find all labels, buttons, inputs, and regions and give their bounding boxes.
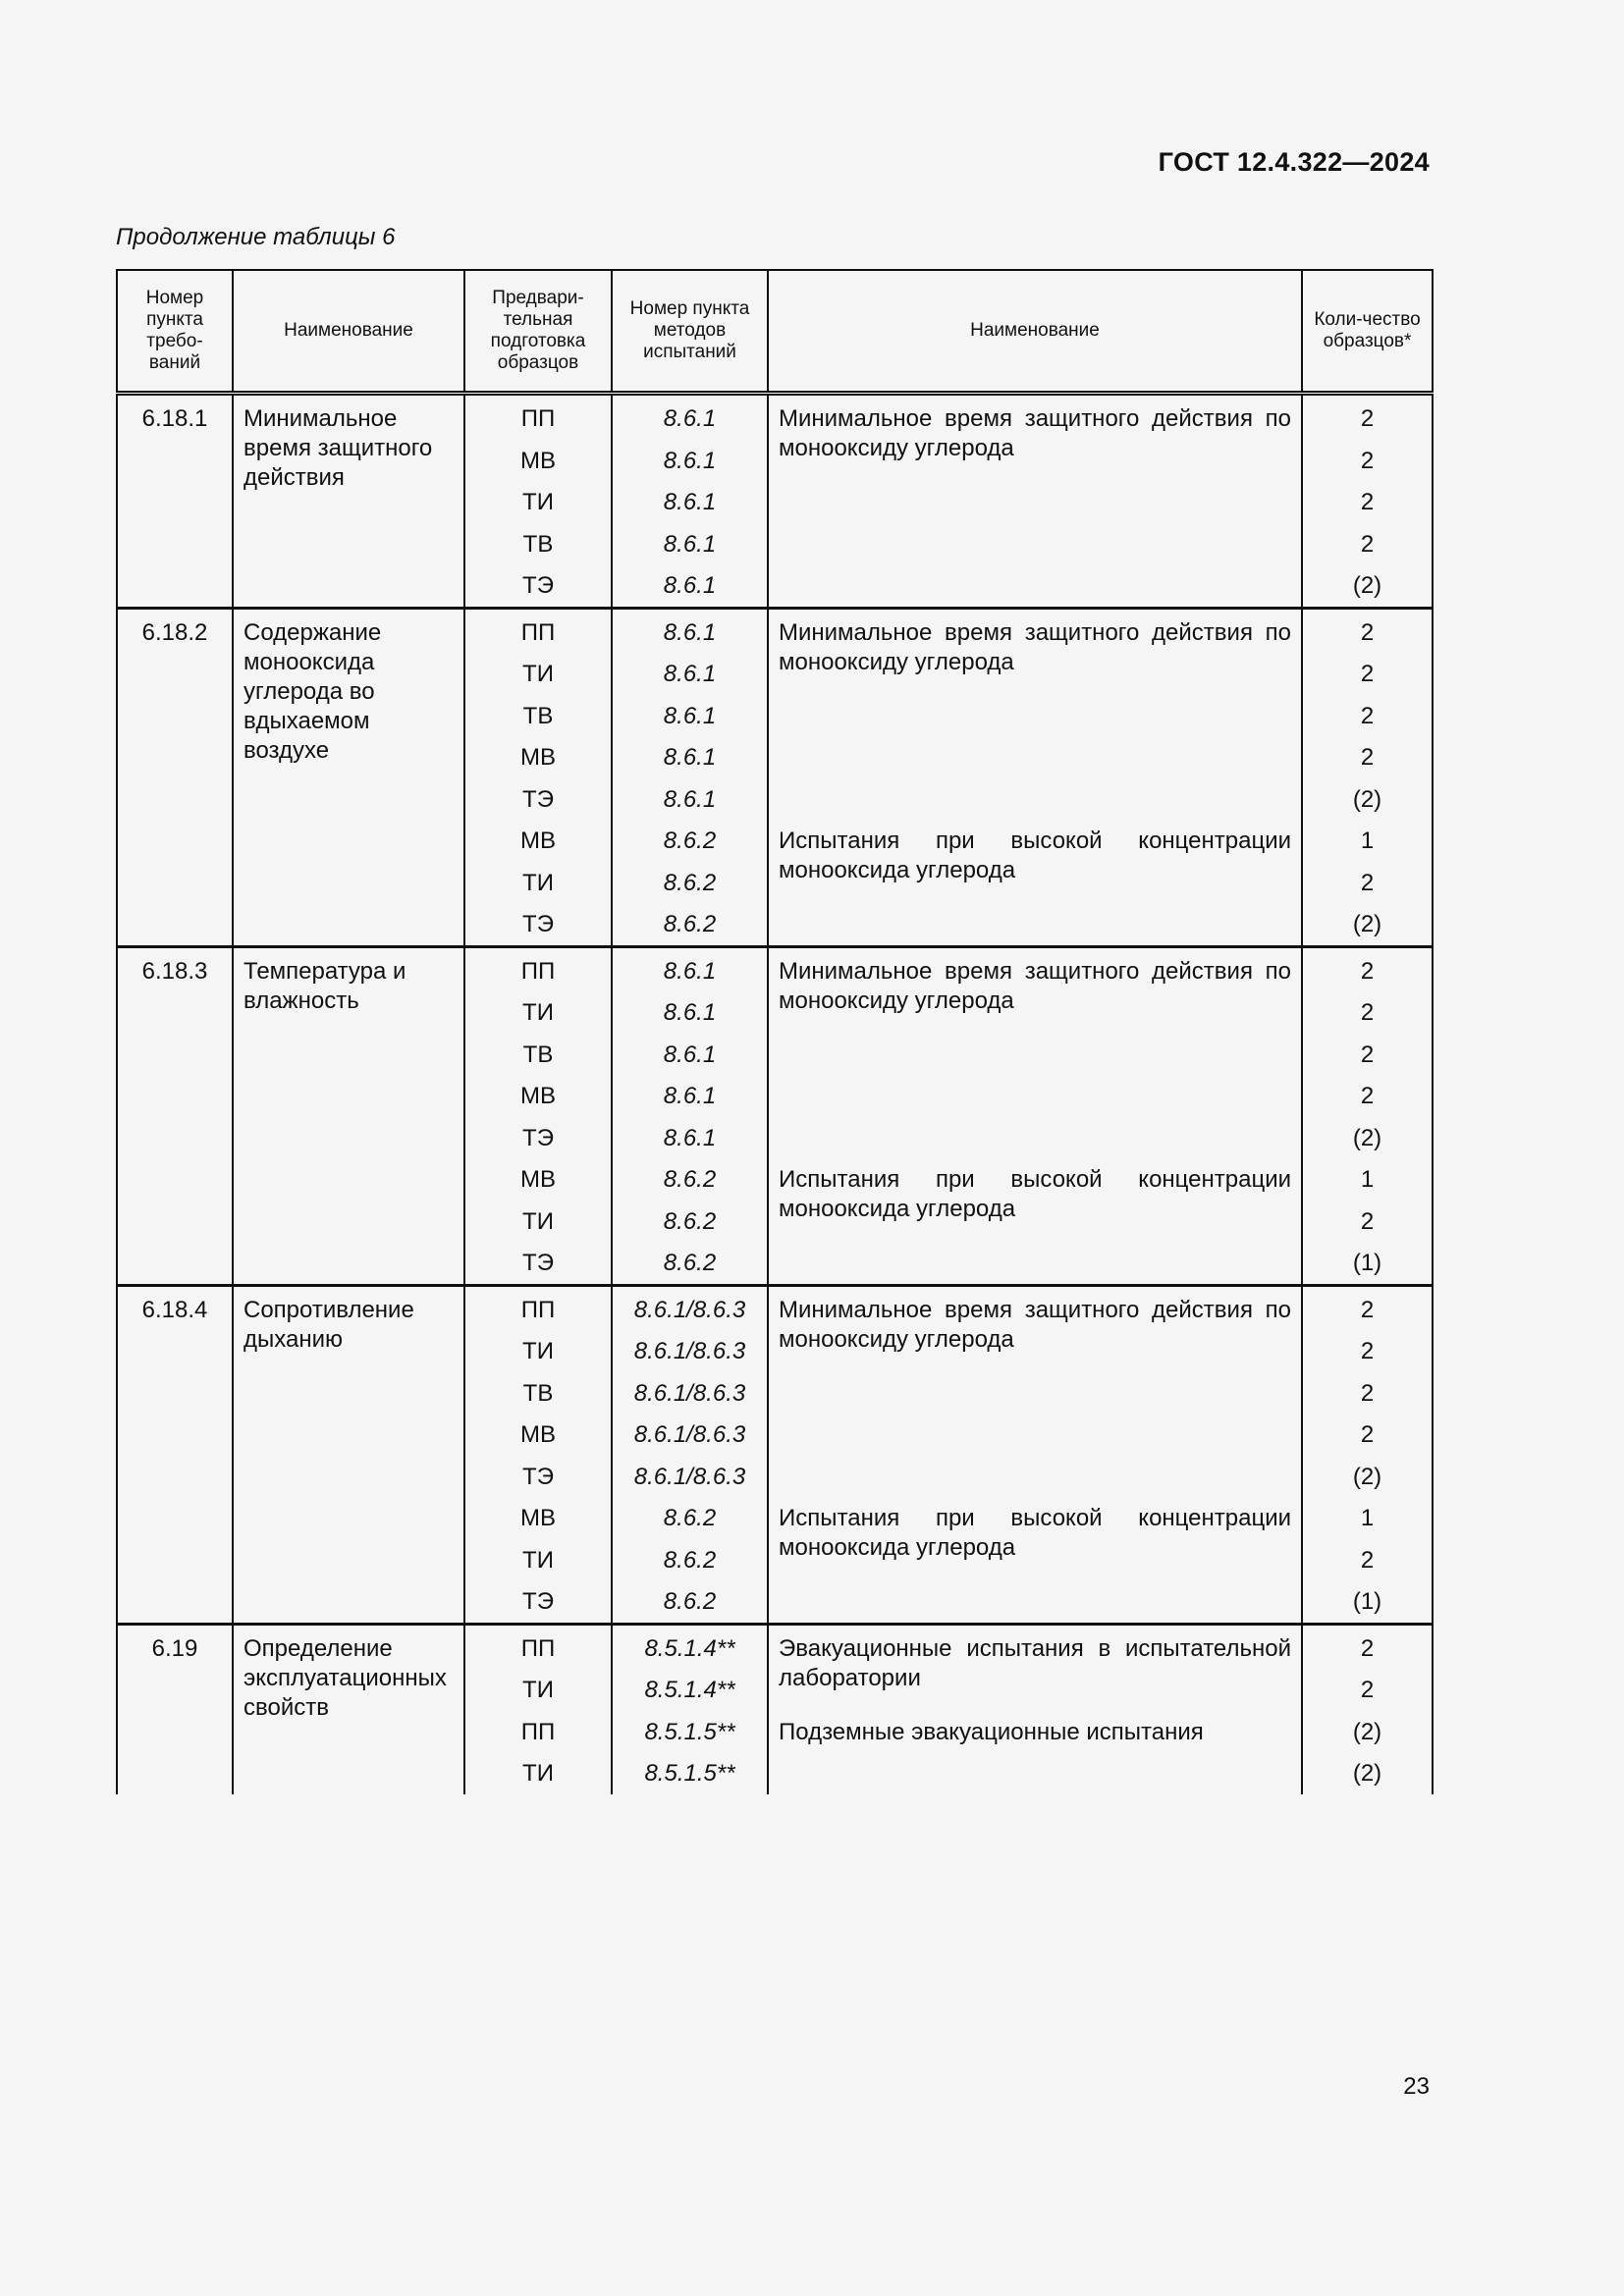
- sample-count: 2: [1302, 862, 1433, 904]
- method-number: 8.6.1: [612, 653, 768, 695]
- sample-count: 2: [1302, 1372, 1433, 1415]
- method-number: 8.6.2: [612, 903, 768, 946]
- sample-preparation: ТВ: [464, 1034, 612, 1076]
- sample-count: 2: [1302, 523, 1433, 565]
- test-name: Испытания при высокой концентрации монооксида углерода: [768, 820, 1302, 946]
- sample-count: (2): [1302, 564, 1433, 608]
- sample-preparation: ТВ: [464, 523, 612, 565]
- sample-count: 2: [1302, 1539, 1433, 1581]
- header-requirement-name: Наименование: [233, 270, 464, 394]
- page-number: 23: [1403, 2073, 1430, 2100]
- header-sample-preparation: Предвари-тельная подготовка образцов: [464, 270, 612, 394]
- test-name: Испытания при высокой концентрации монооксида углерода: [768, 1158, 1302, 1285]
- method-number: 8.6.1: [612, 394, 768, 440]
- sample-preparation: ТЭ: [464, 564, 612, 608]
- sample-preparation: МВ: [464, 440, 612, 482]
- test-name: Минимальное время защитного действия по монооксиду углерода: [768, 946, 1302, 1158]
- sample-count: 2: [1302, 481, 1433, 523]
- table-row: [117, 946, 1433, 991]
- method-number: 8.5.1.4**: [612, 1669, 768, 1711]
- sample-count: 2: [1302, 991, 1433, 1034]
- sample-preparation: ТИ: [464, 991, 612, 1034]
- method-number: 8.6.1: [612, 481, 768, 523]
- method-number: 8.6.2: [612, 1158, 768, 1201]
- method-number: 8.6.1: [612, 736, 768, 778]
- sample-preparation: ТЭ: [464, 1242, 612, 1285]
- method-number: 8.6.2: [612, 1497, 768, 1539]
- method-number: 8.6.2: [612, 1201, 768, 1243]
- sample-count: 2: [1302, 1034, 1433, 1076]
- sample-count: 2: [1302, 1669, 1433, 1711]
- method-number: 8.6.1: [612, 991, 768, 1034]
- sample-preparation: ПП: [464, 1285, 612, 1330]
- sample-count: (2): [1302, 903, 1433, 946]
- test-name: Испытания при высокой концентрации монооксида углерода: [768, 1497, 1302, 1624]
- sample-preparation: ТЭ: [464, 778, 612, 821]
- sample-count: (2): [1302, 1752, 1433, 1794]
- sample-preparation: ТИ: [464, 1201, 612, 1243]
- table-row: [117, 1624, 1433, 1669]
- sample-count: 1: [1302, 820, 1433, 862]
- table-row: [117, 608, 1433, 653]
- requirement-name: Минимальное время защитного действия: [233, 394, 464, 609]
- method-number: 8.6.1: [612, 778, 768, 821]
- sample-preparation: ТВ: [464, 695, 612, 737]
- sample-count: 2: [1302, 1075, 1433, 1117]
- sample-count: 2: [1302, 736, 1433, 778]
- test-name: Минимальное время защитного действия по монооксиду углерода: [768, 394, 1302, 609]
- sample-count: 1: [1302, 1497, 1433, 1539]
- method-number: 8.6.1/8.6.3: [612, 1456, 768, 1498]
- sample-count: (2): [1302, 1456, 1433, 1498]
- sample-count: 2: [1302, 695, 1433, 737]
- sample-count: 1: [1302, 1158, 1433, 1201]
- sample-preparation: ТЭ: [464, 1580, 612, 1624]
- header-requirement-number: Номер пункта требо-ваний: [117, 270, 233, 394]
- sample-count: (1): [1302, 1580, 1433, 1624]
- sample-preparation: МВ: [464, 1497, 612, 1539]
- table-caption: Продолжение таблицы 6: [116, 224, 396, 250]
- sample-count: 2: [1302, 1285, 1433, 1330]
- requirement-number: 6.19: [117, 1624, 233, 1794]
- sample-count: 2: [1302, 608, 1433, 653]
- sample-preparation: ТИ: [464, 1539, 612, 1581]
- sample-count: (2): [1302, 778, 1433, 821]
- sample-preparation: ПП: [464, 608, 612, 653]
- method-number: 8.6.1: [612, 523, 768, 565]
- sample-preparation: ТЭ: [464, 1117, 612, 1159]
- sample-preparation: ПП: [464, 1711, 612, 1753]
- sample-preparation: МВ: [464, 736, 612, 778]
- sample-preparation: ПП: [464, 1624, 612, 1669]
- sample-preparation: ТИ: [464, 653, 612, 695]
- sample-preparation: ТИ: [464, 1752, 612, 1794]
- sample-preparation: ТИ: [464, 862, 612, 904]
- test-name: Эвакуационные испытания в испытательной лаборатории: [768, 1624, 1302, 1711]
- requirement-name: Сопротивление дыханию: [233, 1285, 464, 1624]
- sample-preparation: МВ: [464, 820, 612, 862]
- sample-count: 2: [1302, 440, 1433, 482]
- sample-count: 2: [1302, 1330, 1433, 1372]
- table-row: [117, 394, 1433, 440]
- sample-count: 2: [1302, 1624, 1433, 1669]
- sample-count: (2): [1302, 1117, 1433, 1159]
- sample-count: 2: [1302, 653, 1433, 695]
- document-code: ГОСТ 12.4.322—2024: [1158, 147, 1430, 177]
- test-name: Подземные эвакуационные испытания: [768, 1711, 1302, 1794]
- sample-preparation: ПП: [464, 946, 612, 991]
- method-number: 8.6.1: [612, 1075, 768, 1117]
- method-number: 8.6.1: [612, 695, 768, 737]
- requirement-number: 6.18.3: [117, 946, 233, 1285]
- header-method-number: Номер пункта методов испытаний: [612, 270, 768, 394]
- sample-preparation: ТИ: [464, 1330, 612, 1372]
- method-number: 8.6.1: [612, 440, 768, 482]
- method-number: 8.6.2: [612, 1580, 768, 1624]
- table-header-row: [117, 270, 1433, 394]
- method-number: 8.5.1.4**: [612, 1624, 768, 1669]
- sample-count: (1): [1302, 1242, 1433, 1285]
- table-body: [117, 394, 1433, 1794]
- method-number: 8.6.1: [612, 564, 768, 608]
- method-number: 8.6.1: [612, 946, 768, 991]
- requirement-name: Определение эксплуатационных свойств: [233, 1624, 464, 1794]
- sample-preparation: ТИ: [464, 1669, 612, 1711]
- table-row: [117, 1285, 1433, 1330]
- method-number: 8.5.1.5**: [612, 1711, 768, 1753]
- method-number: 8.6.1/8.6.3: [612, 1330, 768, 1372]
- method-number: 8.6.1: [612, 1034, 768, 1076]
- sample-preparation: МВ: [464, 1075, 612, 1117]
- sample-count: 2: [1302, 946, 1433, 991]
- header-test-name: Наименование: [768, 270, 1302, 394]
- method-number: 8.6.2: [612, 1539, 768, 1581]
- sample-preparation: МВ: [464, 1158, 612, 1201]
- sample-count: 2: [1302, 1414, 1433, 1456]
- method-number: 8.6.2: [612, 1242, 768, 1285]
- test-name: Минимальное время защитного действия по монооксиду углерода: [768, 1285, 1302, 1497]
- requirement-number: 6.18.4: [117, 1285, 233, 1624]
- sample-preparation: ТВ: [464, 1372, 612, 1415]
- method-number: 8.6.2: [612, 862, 768, 904]
- sample-preparation: МВ: [464, 1414, 612, 1456]
- method-number: 8.5.1.5**: [612, 1752, 768, 1794]
- requirement-number: 6.18.1: [117, 394, 233, 609]
- requirement-name: Содержание монооксида углерода во вдыхаемом воздухе: [233, 608, 464, 946]
- sample-count: 2: [1302, 394, 1433, 440]
- test-name: Минимальное время защитного действия по монооксиду углерода: [768, 608, 1302, 820]
- requirement-number: 6.18.2: [117, 608, 233, 946]
- sample-preparation: ПП: [464, 394, 612, 440]
- method-number: 8.6.2: [612, 820, 768, 862]
- sample-preparation: ТЭ: [464, 903, 612, 946]
- sample-count: 2: [1302, 1201, 1433, 1243]
- method-number: 8.6.1: [612, 1117, 768, 1159]
- sample-preparation: ТЭ: [464, 1456, 612, 1498]
- requirements-table: [116, 269, 1434, 1794]
- method-number: 8.6.1/8.6.3: [612, 1285, 768, 1330]
- method-number: 8.6.1/8.6.3: [612, 1414, 768, 1456]
- sample-count: (2): [1302, 1711, 1433, 1753]
- header-sample-count: Коли-чество образцов*: [1302, 270, 1433, 394]
- method-number: 8.6.1: [612, 608, 768, 653]
- requirement-name: Температура и влажность: [233, 946, 464, 1285]
- sample-preparation: ТИ: [464, 481, 612, 523]
- method-number: 8.6.1/8.6.3: [612, 1372, 768, 1415]
